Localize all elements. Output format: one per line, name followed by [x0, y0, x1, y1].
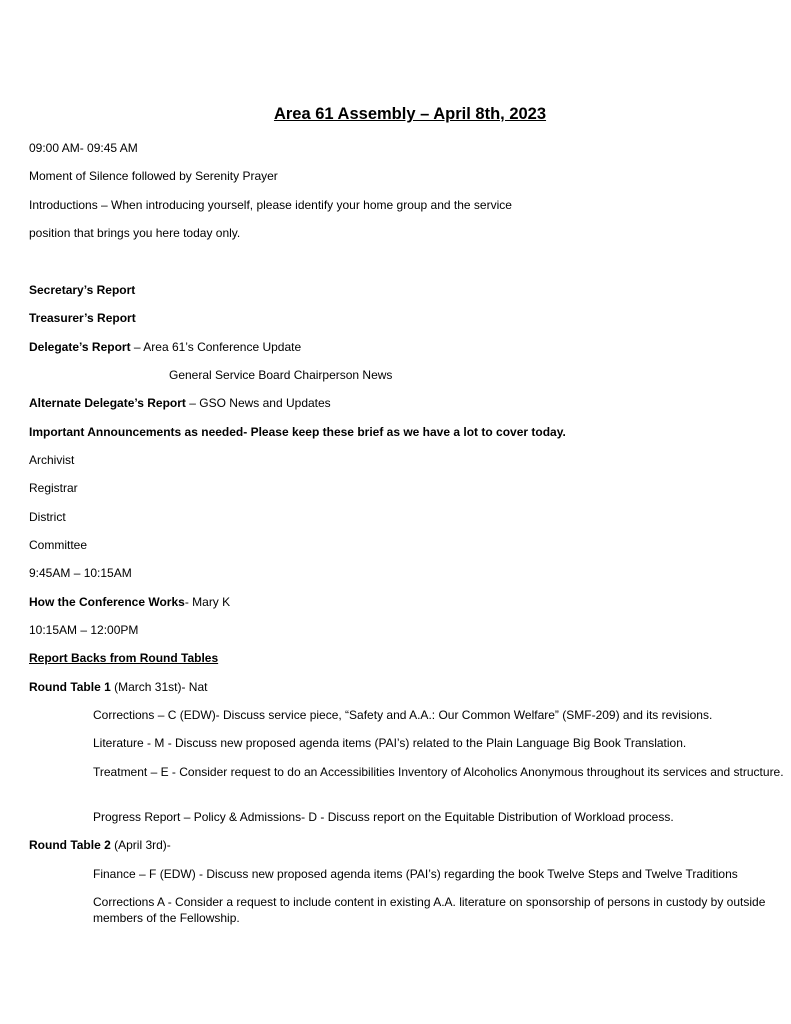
round-table-2	[29, 837, 171, 853]
announcement-item: District	[29, 510, 66, 524]
introductions-line-2: position that brings you here today only.	[29, 226, 241, 240]
alternate-delegate-text: – GSO News and Updates	[185, 396, 331, 410]
roundtables-time: 10:15AM – 12:00PM	[29, 623, 139, 637]
round-table-1	[29, 679, 207, 695]
announcements-heading-text: Important Announcements as needed- Please keep these brief as we have a lot to cover today.	[29, 425, 566, 439]
announcements-heading	[29, 424, 566, 440]
roundtables-heading	[29, 650, 218, 666]
alternate-delegate-label: Alternate Delegate’s Report	[29, 396, 186, 410]
how-conference-works-presenter: - Mary K	[184, 595, 231, 609]
announcement-item: Registrar	[29, 481, 78, 495]
round-table-item: Treatment – E - Consider request to do an Accessibilities Inventory of Alcoholics Anonymous throughout its services and structure.	[93, 765, 784, 779]
how-conference-works	[29, 594, 230, 610]
round-table-item: Corrections – C (EDW)- Discuss service piece, “Safety and A.A.: Our Common Welfare” (SMF-209) and its revisions.	[93, 708, 713, 722]
introductions-line-1: Introductions – When introducing yourself, please identify your home group and the service	[29, 198, 512, 212]
moment-of-silence: Moment of Silence followed by Serenity Prayer	[29, 169, 278, 183]
delegate-report-label: Delegate’s Report	[29, 340, 131, 354]
announcement-item: Archivist	[29, 453, 75, 467]
secretary-report-label: Secretary’s Report	[29, 283, 136, 297]
delegate-report-text: – Area 61’s Conference Update	[130, 340, 302, 354]
round-table-item: Corrections A - Consider a request to include content in existing A.A. literature on sponsorship of persons in custody by outside members of the Fellowship.	[93, 895, 766, 925]
treasurer-report-label: Treasurer’s Report	[29, 311, 136, 325]
treasurer-report	[29, 310, 136, 326]
secretary-report	[29, 282, 135, 298]
roundtables-heading-text: Report Backs from Round Tables	[29, 651, 219, 665]
delegate-report	[29, 339, 301, 355]
round-table-item: Finance – F (EDW) - Discuss new proposed agenda items (PAI’s) regarding the book Twelve Steps and Twelve Traditions	[93, 867, 738, 881]
page-title: Area 61 Assembly – April 8th, 2023	[273, 105, 547, 123]
announcement-item: Committee	[29, 538, 88, 552]
opening-time: 09:00 AM- 09:45 AM	[29, 141, 138, 155]
round-table-2-label: Round Table 2	[29, 838, 111, 852]
conference-time: 9:45AM – 10:15AM	[29, 566, 132, 580]
round-table-item: Literature - M - Discuss new proposed agenda items (PAI’s) related to the Plain Language Big Book Translation.	[93, 736, 687, 750]
round-table-2-text: (April 3rd)-	[110, 838, 171, 852]
round-table-1-label: Round Table 1	[29, 680, 111, 694]
how-conference-works-label: How the Conference Works	[29, 595, 185, 609]
delegate-report-sub: General Service Board Chairperson News	[169, 368, 393, 382]
round-table-1-text: (March 31st)- Nat	[110, 680, 208, 694]
round-table-item: Progress Report – Policy & Admissions- D - Discuss report on the Equitable Distribution of Workload process.	[93, 810, 674, 824]
alternate-delegate-report	[29, 395, 331, 411]
